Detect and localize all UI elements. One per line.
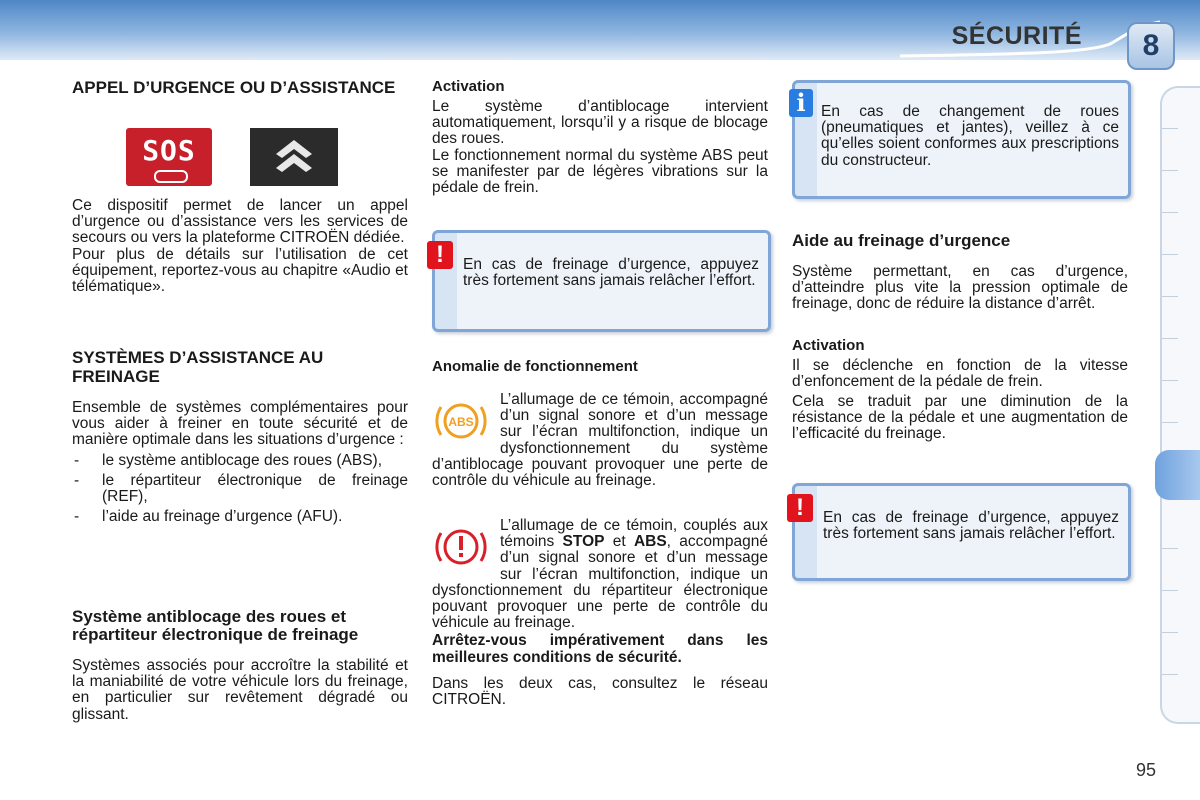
column-middle — [432, 78, 768, 196]
list-item: - le système antiblocage des roues (ABS), — [72, 453, 408, 469]
sos-label: SOS — [142, 134, 196, 167]
emergency-para-1: Ce dispositif permet de lancer un appel d’urgence ou d’assistance vers les services de secours ou vers la plateforme CITROËN dédiée. — [72, 197, 408, 247]
braking-systems-list — [72, 453, 408, 526]
tab-divider — [1162, 380, 1178, 381]
activation-title-right: Activation — [792, 336, 865, 354]
brake-warning-icon — [432, 524, 490, 570]
anomaly-para-1: L’allumage de ce témoin, accompagné d’un signal sonore et d’un message sur l’écran multifonction, indique un dysfonctionnement du système d’antiblocage pouvant provoquer une perte de contrôle du véhicule au freinage. — [432, 391, 768, 490]
anomaly-abs-block — [432, 392, 768, 489]
exclamation-icon: ! — [427, 241, 453, 269]
tab-divider — [1162, 212, 1178, 213]
braking-assist-section — [72, 348, 408, 529]
activation-title: Activation — [432, 78, 505, 95]
ebra-para-2: Il se déclenche en fonction de la vitesse d’enfoncement de la pédale de frein. — [792, 356, 1128, 390]
braking-assist-intro: Ensemble de systèmes complémentaires pour vous aider à freiner en toute sécurité et de manière optimale dans les situations d’urgence : — [72, 399, 408, 449]
and-word: et — [612, 533, 626, 551]
abs-word: ABS — [633, 533, 667, 551]
list-item: - l’aide au freinage d’urgence (AFU). — [72, 509, 408, 525]
chapter-tab-strip — [1160, 86, 1200, 724]
tab-divider — [1162, 296, 1178, 297]
info-icon: i — [789, 89, 813, 117]
section-title: SÉCURITÉ — [951, 22, 1082, 50]
citroen-logo-icon — [250, 128, 338, 186]
heading-abs-ref: Système antiblocage des roues et répartiteur électronique de freinage — [72, 607, 359, 644]
ebra-para-3: Cela se traduit par une diminution de la résistance de la pédale et une augmentation de l’efficacité du freinage. — [792, 393, 1128, 443]
list-item: - le répartiteur électronique de freinage (REF), — [72, 473, 408, 505]
tab-divider — [1162, 254, 1178, 255]
anomaly-p2-start: L’allumage de ce témoin, couplés aux témoins — [500, 517, 768, 551]
warning-note-text: En cas de freinage d’urgence, appuyez très fortement sans jamais relâcher l’effort. — [463, 256, 759, 290]
warning-note-text-right: En cas de freinage d’urgence, appuyez très fortement sans jamais relâcher l’effort. — [823, 509, 1119, 543]
page-number: 95 — [1136, 760, 1157, 780]
warning-note-right — [792, 483, 1131, 581]
tab-divider — [1162, 338, 1178, 339]
anomaly-p2-end: , accompagné d’un signal sonore et d’un message sur l’écran multifonction, indique un dysfonctionnement du répartiteur électronique pouvant provoquer une perte de contrôle du véhicule au freinage. — [432, 533, 768, 632]
sos-button-icon — [126, 128, 212, 186]
activation-para-1: Le système d’antiblocage intervient automatiquement, lorsqu’il y a risque de blocage des roues. — [432, 98, 768, 148]
column-right — [792, 232, 1128, 443]
tab-divider — [1162, 548, 1178, 549]
warning-note-middle — [432, 230, 771, 332]
activation-para-2: Le fonctionnement normal du système ABS peut se manifester par de légères vibrations sur la pédale de frein. — [432, 146, 768, 197]
stop-instruction: Arrêtez-vous impérativement dans les meilleures conditions de sécurité. — [432, 632, 768, 666]
info-note-text: En cas de changement de roues (pneumatiques et jantes), veillez à ce qu’elles soient conformes aux prescriptions du constructeur. — [821, 103, 1119, 169]
emergency-para-2: Pour plus de détails sur l’utilisation de cet équipement, reportez-vous au chapitre «Audio et télématique». — [72, 245, 408, 296]
info-note — [792, 80, 1131, 199]
exclamation-icon: ! — [787, 494, 813, 522]
abs-warning-icon — [432, 398, 490, 444]
sos-led — [154, 170, 188, 183]
abs-icon-label: ABS — [448, 415, 474, 429]
tab-divider — [1162, 632, 1178, 633]
heading-emergency-brake-assist: Aide au freinage d’urgence — [792, 231, 1011, 250]
emergency-text — [72, 198, 408, 295]
stop-label: STOP — [562, 533, 605, 551]
tab-divider — [1162, 170, 1178, 171]
tab-divider — [1162, 422, 1178, 423]
heading-emergency-call: APPEL D’URGENCE OU D’ASSISTANCE — [72, 78, 396, 97]
final-para: Dans les deux cas, consultez le réseau CITROËN. — [432, 674, 768, 709]
anomaly-section — [432, 358, 768, 375]
abs-ref-para: Systèmes associés pour accroître la stabilité et la maniabilité de votre véhicule lors du freinage, en particulier sur revêtement dégradé ou glissant. — [72, 657, 408, 723]
anomaly-title: Anomalie de fonctionnement — [432, 358, 638, 375]
abs-section — [72, 608, 408, 723]
heading-braking-assist: SYSTÈMES D’ASSISTANCE AU FREINAGE — [72, 348, 324, 386]
anomaly-brake-block — [432, 518, 768, 708]
tab-divider — [1162, 674, 1178, 675]
chapter-badge: 8 — [1127, 22, 1175, 70]
ebra-para-1: Système permettant, en cas d’urgence, d’atteindre plus vite la pression optimale de freinage, donc de réduire la distance d’arrêt. — [792, 263, 1128, 313]
column-left — [72, 78, 408, 97]
tab-divider — [1162, 128, 1178, 129]
active-chapter-tab[interactable] — [1155, 450, 1200, 500]
tab-divider — [1162, 590, 1178, 591]
